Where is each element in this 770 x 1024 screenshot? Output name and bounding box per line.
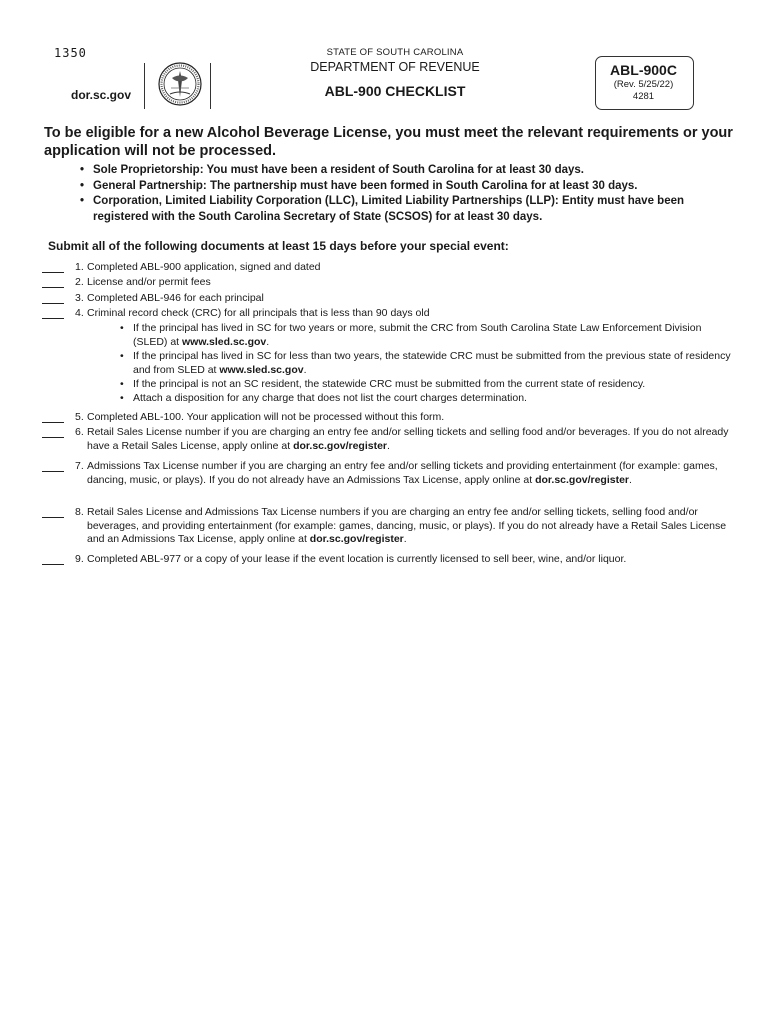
note-text: If the principal is not an SC resident, the statewide CRC must be submitted from the current state of residency. <box>133 378 646 390</box>
item-number: 3. <box>75 292 84 304</box>
item-text: Completed ABL-100. Your application will not be processed without this form. <box>87 411 445 423</box>
checkbox-blank[interactable] <box>42 471 64 472</box>
register-link[interactable]: dor.sc.gov/register <box>309 533 404 545</box>
sled-link[interactable]: www.sled.sc.gov <box>219 363 304 376</box>
note-text: If the principal has lived in SC for less than two years, the statewide CRC must be submitted from the previous state of residency and from SLED at <box>133 350 731 376</box>
item-end: . <box>629 473 632 486</box>
website: dor.sc.gov <box>71 88 132 102</box>
item-text: Retail Sales License number if you are charging an entry fee and/or selling tickets and selling food and/or beverages. If you do not already have a Retail Sales License, apply online at <box>87 426 729 452</box>
item-text: License and/or permit fees <box>87 276 211 288</box>
department-name: DEPARTMENT OF REVENUE <box>310 60 480 74</box>
requirement-corporation: • Corporation, Limited Liability Corporation (LLC), Limited Liability Partnerships (LLP): Entity must have been registered with the South Carolina Secretary of State (SCSOS) for at least 30 days. <box>80 194 720 225</box>
bullet-icon: • <box>120 322 124 334</box>
checkbox-blank[interactable] <box>42 517 64 518</box>
bullet-icon: • <box>120 392 124 404</box>
item-number: 1. <box>75 261 84 273</box>
requirements-list <box>80 163 720 225</box>
register-link[interactable]: dor.sc.gov/register <box>293 439 388 452</box>
form-number: ABL-900C <box>610 62 677 78</box>
item-text: Completed ABL-946 for each principal <box>87 292 264 304</box>
item-text: Criminal record check (CRC) for all principals that is less than 90 days old <box>87 307 430 319</box>
checklist-title: ABL-900 CHECKLIST <box>324 83 466 99</box>
register-link[interactable]: dor.sc.gov/register <box>535 473 630 486</box>
item-text: Admissions Tax License number if you are charging an entry fee and/or selling tickets and providing entertainment (for example: games, dancing, music, or plays). If you do not already have an Admissions Tax License, apply online at <box>87 460 718 486</box>
item-number: 8. <box>75 506 84 518</box>
note-text: If the principal has lived in SC for two years or more, submit the CRC from South Carolina State Law Enforcement Division (SLED) at <box>133 322 702 348</box>
item-end: . <box>403 533 407 545</box>
submit-heading: Submit all of the following documents at least 15 days before your special event: <box>48 239 509 253</box>
item-text: Completed ABL-900 application, signed and dated <box>87 261 321 273</box>
item-end: . <box>387 439 390 452</box>
note-end: . <box>266 335 270 348</box>
note-end: . <box>303 363 307 376</box>
checkbox-blank[interactable] <box>42 422 64 423</box>
bullet-icon: • <box>120 350 124 362</box>
requirement-sole-proprietorship: • Sole Proprietorship: You must have been a resident of South Carolina for at least 30 days. <box>80 163 720 179</box>
checkbox-blank[interactable] <box>42 564 64 565</box>
bullet-icon: • <box>120 378 124 390</box>
form-id: 4281 <box>632 91 655 102</box>
eligibility-heading: To be eligible for a new Alcohol Beverage License, you must meet the relevant requirements or your application will not be processed. <box>44 125 733 159</box>
revision-date: (Rev. 5/25/22) <box>613 79 674 90</box>
checkbox-blank[interactable] <box>42 272 64 273</box>
item-number: 2. <box>75 276 84 288</box>
checkbox-blank[interactable] <box>42 318 64 319</box>
note-text: Attach a disposition for any charge that does not list the court charges determination. <box>133 392 527 404</box>
checkbox-blank[interactable] <box>42 437 64 438</box>
checkbox-blank[interactable] <box>42 303 64 304</box>
item-number: 9. <box>75 553 84 565</box>
checkbox-blank[interactable] <box>42 287 64 288</box>
requirement-general-partnership: • General Partnership: The partnership must have been formed in South Carolina for at least 30 days. <box>80 179 720 195</box>
item-number: 7. <box>75 460 84 472</box>
item-number: 4. <box>75 307 84 319</box>
state-name: STATE OF SOUTH CAROLINA <box>326 47 464 58</box>
item-number: 6. <box>75 426 84 438</box>
item-number: 5. <box>75 411 84 423</box>
form-code: 1350 <box>54 46 87 60</box>
sled-link[interactable]: www.sled.sc.gov <box>182 335 267 348</box>
item-text: Completed ABL-977 or a copy of your lease if the event location is currently licensed to sell beer, wine, and/or liquor. <box>87 553 627 565</box>
item-text: Retail Sales License and Admissions Tax License numbers if you are charging an entry fee and/or selling tickets, selling food and/or beverages, and providing entertainment (for example: games, dancing, music, or plays). If you do not already have a Retail Sales License and an Admissions Tax License, apply online at <box>87 506 727 545</box>
